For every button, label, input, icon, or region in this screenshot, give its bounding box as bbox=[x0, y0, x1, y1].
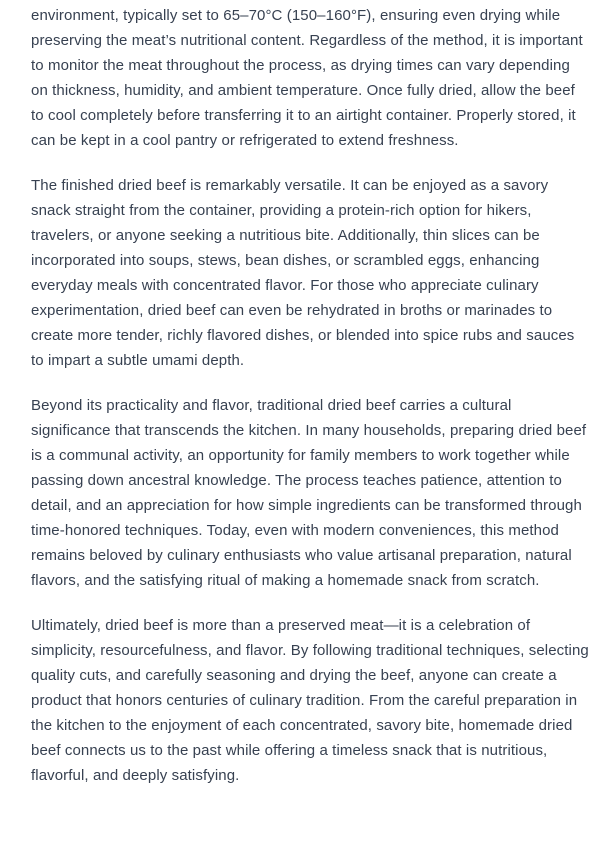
article-text bbox=[31, 3, 591, 788]
paragraph: The finished dried beef is remarkably versatile. It can be enjoyed as a savory snack straight from the container, providing a protein-rich option for hikers, travelers, or anyone seeking a nutritious bite. Additionally, thin slices can be incorporated into soups, stews, bean dishes, or scrambled eggs, enhancing everyday meals with concentrated flavor. For those who appreciate culinary experimentation, dried beef can even be rehydrated in broths or marinades to create more tender, richly flavored dishes, or blended into spice rubs and sauces to impart a subtle umami depth. bbox=[31, 177, 575, 369]
paragraph: environment, typically set to 65–70°C (150–160°F), ensuring even drying while preserving the meat’s nutritional content. Regardless of the method, it is important to monitor the meat throughout the process, as drying times can vary depending on thickness, humidity, and ambient temperature. Once fully dried, allow the beef to cool completely before transferring it to an airtight container. Properly stored, it can be kept in a cool pantry or refrigerated to extend freshness. bbox=[31, 7, 583, 149]
paragraph: Ultimately, dried beef is more than a preserved meat—it is a celebration of simplicity, resourcefulness, and flavor. By following traditional techniques, selecting quality cuts, and carefully seasoning and drying the beef, anyone can create a product that honors centuries of culinary tradition. From the careful preparation in the kitchen to the enjoyment of each concentrated, savory bite, homemade dried beef connects us to the past while offering a timeless snack that is nutritious, flavorful, and deeply satisfying. bbox=[31, 617, 589, 784]
paragraph: Beyond its practicality and flavor, traditional dried beef carries a cultural significance that transcends the kitchen. In many households, preparing dried beef is a communal activity, an opportunity for family members to work together while passing down ancestral knowledge. The process teaches patience, attention to detail, and an appreciation for how simple ingredients can be transformed through time-honored techniques. Today, even with modern conveniences, this method remains beloved by culinary enthusiasts who value artisanal preparation, natural flavors, and the satisfying ritual of making a homemade snack from scratch. bbox=[31, 397, 587, 589]
